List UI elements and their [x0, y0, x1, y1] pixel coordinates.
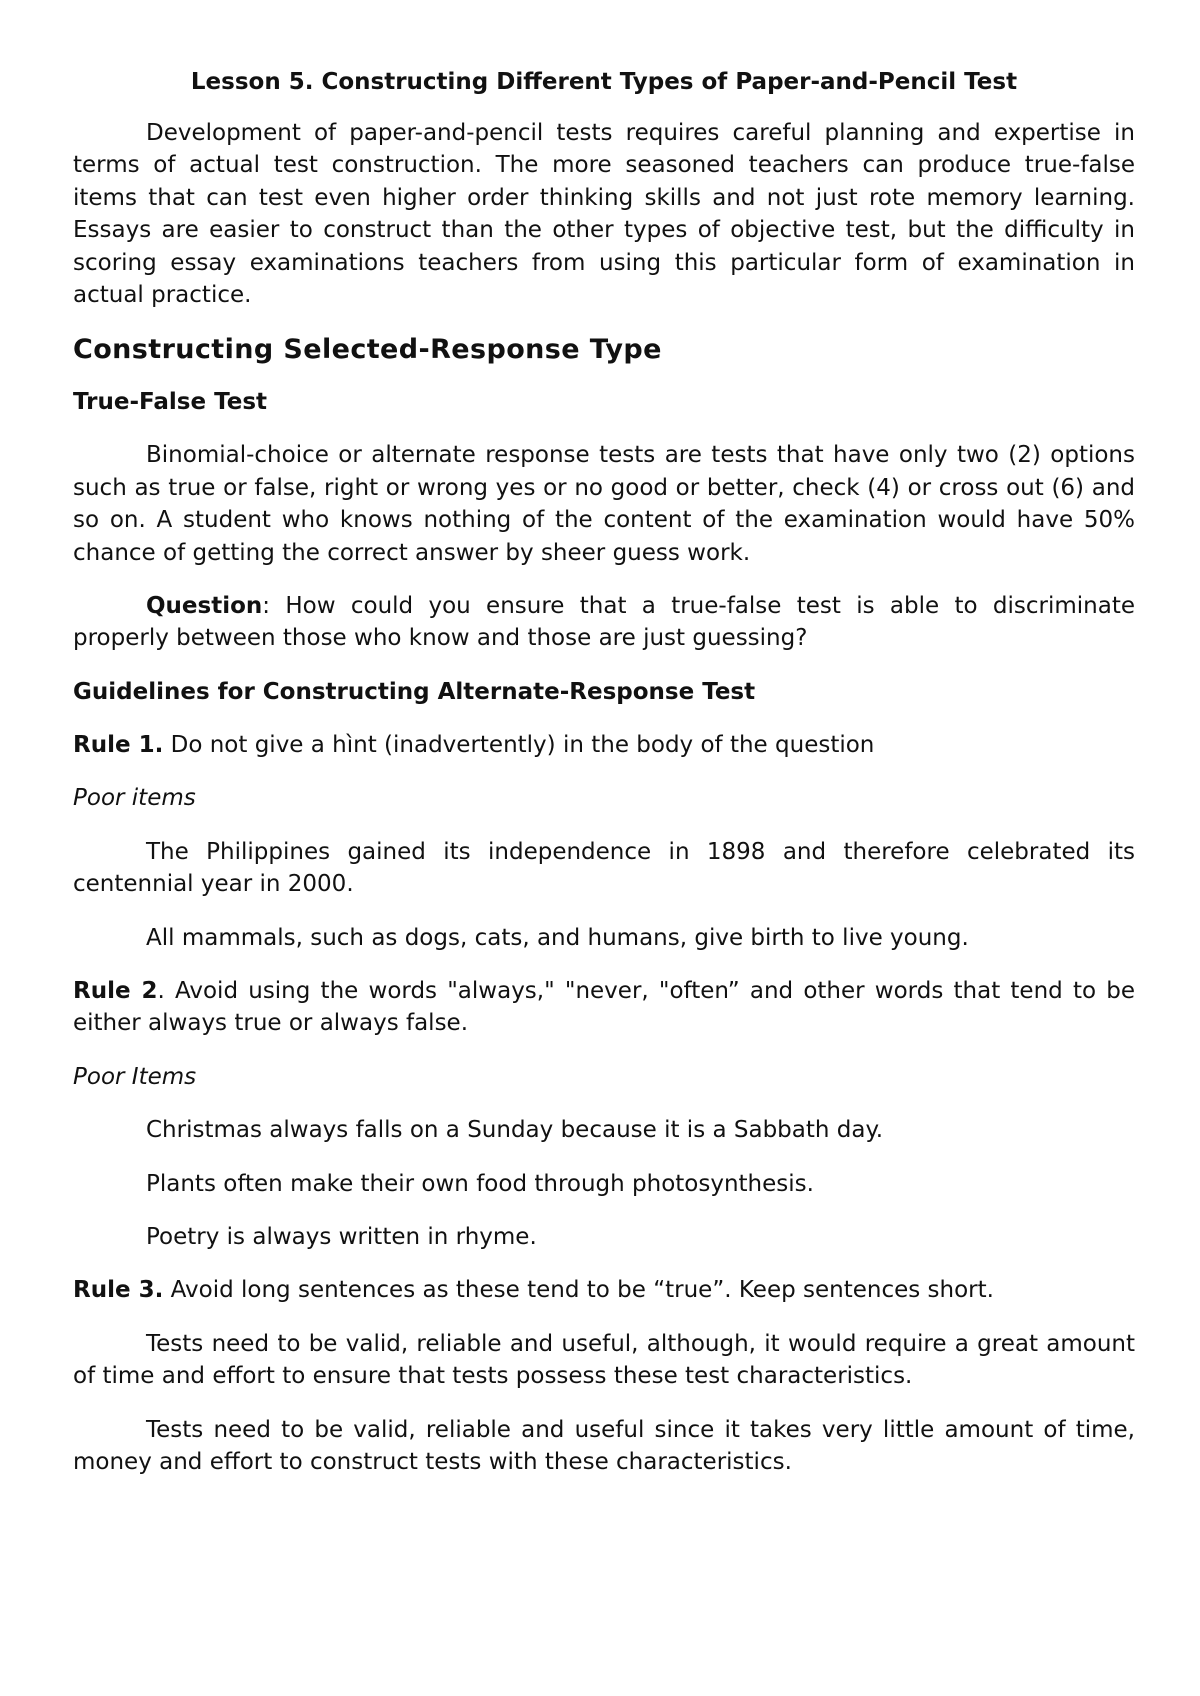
rule-2-poor-label: Poor Items	[73, 1063, 197, 1090]
rule-2-example: Christmas always falls on a Sunday because it is a Sabbath day.	[146, 1117, 884, 1144]
rule-1	[73, 729, 1135, 761]
rule-2-example: Plants often make their own food through photosynthesis.	[146, 1170, 814, 1197]
rule-1-example: The Philippines gained its independence in 1898 and therefore celebrated its centennial year in 2000.	[73, 838, 1135, 898]
true-false-paragraph: Binomial-choice or alternate response tests are tests that have only two (2) options such as true or false, right or wrong yes or no good or better, check (4) or cross out (6) and so on. A student who knows nothing of the content of the examination would have 50% chance of getting the correct answer by sheer guess work.	[73, 442, 1135, 566]
intro-paragraph: Development of paper-and-pencil tests requires careful planning and expertise in terms of actual test construction. The more seasoned teachers can produce true-false items that can test even higher order thinking skills and not just rote memory learning. Essays are easier to construct than the other types of objective test, but the difficulty in scoring essay examinations teachers from using this particular form of examination in actual practice.	[73, 120, 1135, 309]
subsection-heading: True-False Test	[73, 389, 268, 416]
rule-3	[73, 1274, 1135, 1306]
rule-3-example: Tests need to be valid, reliable and useful, although, it would require a great amount of time and effort to ensure that tests possess these test characteristics.	[73, 1330, 1135, 1390]
question-text: : How could you ensure that a true-false test is able to discriminate properly between those who know and those are just guessing?	[73, 593, 1135, 652]
rule-1-text: Do not give a hìnt (inadvertently) in the body of the question	[163, 731, 875, 758]
question-label: Question	[146, 593, 263, 620]
rule-1-label: Rule 1.	[73, 731, 164, 758]
rule-2-label: Rule 2	[73, 977, 158, 1004]
section-heading: Constructing Selected-Response Type	[73, 334, 662, 366]
rule-2	[73, 975, 1135, 1040]
rule-3-text: Avoid long sentences as these tend to be “true”. Keep sentences short.	[163, 1277, 994, 1304]
rule-1-poor-label: Poor items	[73, 785, 196, 812]
rule-2-example: Poetry is always written in rhyme.	[146, 1223, 537, 1250]
page-title: Lesson 5. Constructing Different Types of Paper-and-Pencil Test	[190, 69, 1018, 95]
guidelines-heading: Guidelines for Constructing Alternate-Response Test	[73, 678, 756, 705]
rule-1-example: All mammals, such as dogs, cats, and humans, give birth to live young.	[146, 924, 969, 951]
rule-2-text: . Avoid using the words "always," "never, "often” and other words that tend to be either always true or always false.	[73, 977, 1135, 1037]
rule-3-example: Tests need to be valid, reliable and useful since it takes very little amount of time, money and effort to construct tests with these characteristics.	[73, 1416, 1135, 1475]
rule-3-label: Rule 3.	[73, 1277, 164, 1304]
question-paragraph	[73, 590, 1135, 655]
